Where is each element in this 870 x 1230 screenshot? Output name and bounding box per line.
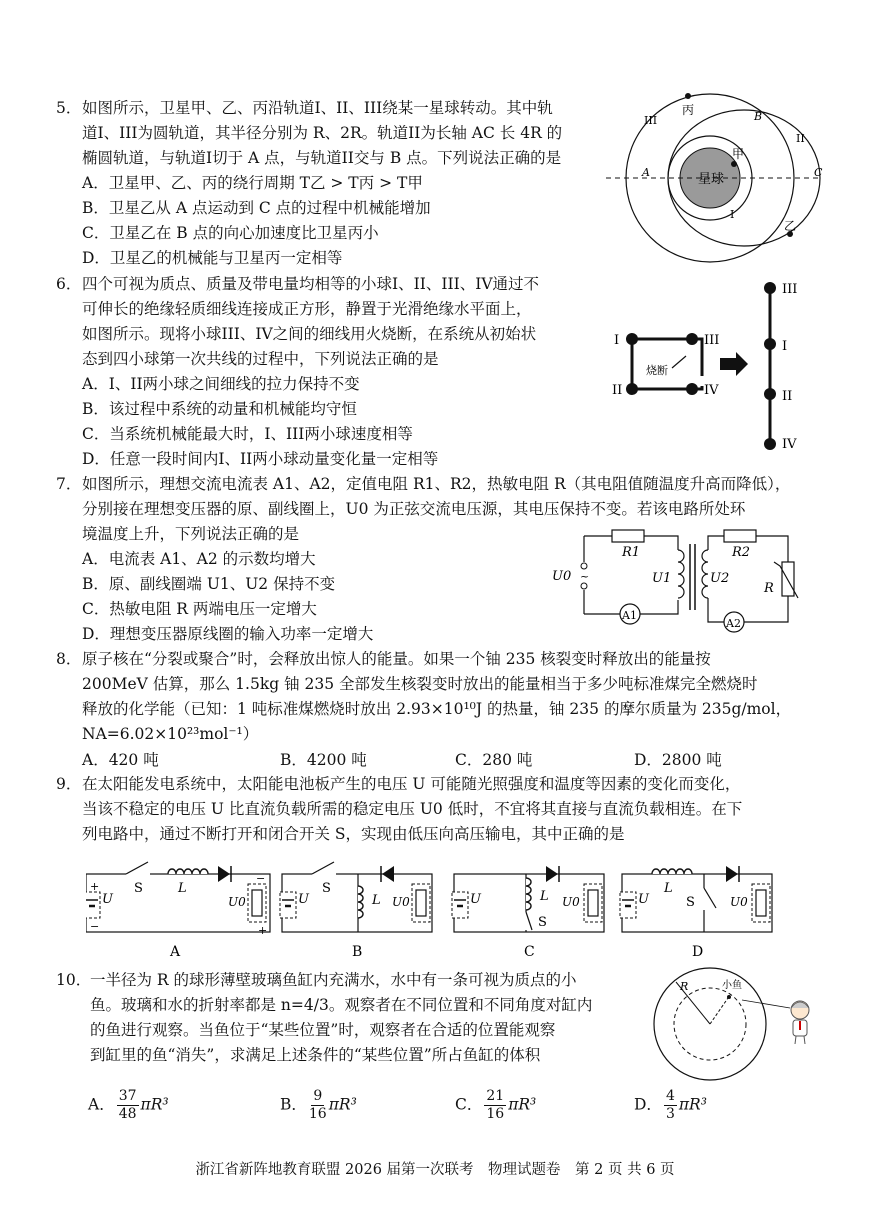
u1-label: U1 xyxy=(652,571,672,586)
q10-option-d: D． $\frac{4}{3}$ πR³ xyxy=(634,1088,707,1122)
question-9 xyxy=(56,772,742,847)
q7-line-3: 境温度上升，下列说法正确的是 xyxy=(82,525,300,543)
q8-line-3: 释放的化学能（已知：1 吨标准煤燃烧时放出 2.93×10¹⁰J 的热量，铀 235 的摩尔质量为 235g/mol， xyxy=(82,700,792,718)
diode-d xyxy=(726,866,738,882)
diode-a xyxy=(218,866,230,882)
svg-text:L: L xyxy=(178,881,187,896)
q8-option-c: C．280 吨 xyxy=(455,751,533,769)
q8-line-4: NA=6.02×10²³mol⁻¹） xyxy=(82,725,259,743)
u2-label: U2 xyxy=(710,571,730,586)
point-b-label: B xyxy=(754,110,763,123)
q9-number: 9． xyxy=(56,775,82,793)
observer-icon xyxy=(791,1001,809,1044)
planet-label: 星球 xyxy=(698,172,725,187)
svg-text:U0: U0 xyxy=(562,895,580,909)
line-ball-ii xyxy=(764,388,776,400)
circuit-c-label: C xyxy=(524,944,535,960)
circuit-b-label: B xyxy=(352,944,363,960)
circuit-d-label: D xyxy=(692,944,704,960)
q10-line-2: 鱼。玻璃和水的折射率都是 n=4/3。观察者在不同位置和不同角度对缸内 xyxy=(90,996,593,1014)
svg-text:U: U xyxy=(638,892,649,907)
svg-text:U: U xyxy=(102,892,113,907)
q8-option-d: D．2800 吨 xyxy=(634,751,722,769)
q7-option-b: B．原、副线圈端 U1、U2 保持不变 xyxy=(82,575,336,593)
q5-line-3: 椭圆轨道，与轨道I切于 A 点，与轨道II交与 B 点。下列说法正确的是 xyxy=(82,149,562,167)
diode-b xyxy=(382,866,394,882)
ball-iii xyxy=(686,333,698,345)
page-footer: 浙江省新阵地教育联盟 2026 届第一次联考 物理试题卷 第 2 页 共 6 页 xyxy=(195,1162,675,1178)
ball-iii-label: III xyxy=(704,333,720,348)
ball-ii xyxy=(626,383,638,395)
q5-option-b: B．卫星乙从 A 点运动到 C 点的过程中机械能增加 xyxy=(82,199,431,217)
circuit-d xyxy=(620,866,772,960)
secondary-coil xyxy=(702,550,708,598)
primary-coil xyxy=(678,550,684,598)
fish-label: 小鱼 xyxy=(722,980,742,991)
line-ball-i-label: I xyxy=(782,339,788,354)
q6-option-b: B．该过程中系统的动量和机械能均守恒 xyxy=(82,400,357,418)
q7-option-a: A．电流表 A1、A2 的示数均增大 xyxy=(82,550,316,568)
ball-i-label: I xyxy=(614,333,620,348)
q9-line-3: 列电路中，通过不断打开和闭合开关 S，实现由低压向高压输电，其中正确的是 xyxy=(82,825,625,843)
r1-label: R1 xyxy=(622,545,641,560)
circuit-c xyxy=(452,866,604,960)
line-ball-iii xyxy=(764,282,776,294)
line-ball-iii-label: III xyxy=(782,282,798,297)
q5-line-1: 如图所示，卫星甲、乙、丙沿轨道I、II、III绕某一星球转动。其中轨 xyxy=(82,99,553,117)
orbit-iii-label: III xyxy=(644,114,658,127)
satellite-jia-label: 甲 xyxy=(732,147,745,161)
switch-d xyxy=(704,888,716,908)
line-ball-iv xyxy=(764,438,776,450)
svg-text:U0: U0 xyxy=(228,895,246,909)
inductor-b xyxy=(358,886,363,918)
svg-text:U0: U0 xyxy=(392,895,410,909)
a2-label: A2 xyxy=(726,617,741,630)
ball-i xyxy=(626,333,638,345)
svg-text:~: ~ xyxy=(580,570,590,583)
q5-option-a: A．卫星甲、乙、丙的绕行周期 T乙 > T丙 > T甲 xyxy=(82,174,423,192)
q5-number: 5． xyxy=(56,99,82,117)
resistor-r2 xyxy=(724,530,756,542)
orbit-i-label: I xyxy=(730,208,735,221)
q10-line-1: 一半径为 R 的球形薄壁玻璃鱼缸内充满水，水中有一条可视为质点的小 xyxy=(90,971,577,989)
satellite-yi-label: 乙 xyxy=(784,219,797,233)
q6-line-4: 态到四小球第一次共线的过程中，下列说法正确的是 xyxy=(82,350,439,368)
line-ball-i xyxy=(764,338,776,350)
svg-text:S: S xyxy=(686,895,695,910)
q8-option-a: A．420 吨 xyxy=(82,751,159,769)
svg-text:L: L xyxy=(372,893,381,908)
q6-balls-figure xyxy=(610,276,820,466)
radius-label: R xyxy=(680,980,689,993)
q10-line-4: 到缸里的鱼“消失”，求满足上述条件的“某些位置”所占鱼缸的体积 xyxy=(90,1046,541,1064)
q7-number: 7． xyxy=(56,475,82,493)
q10-option-b: B． $\frac{9}{16}$ πR³ xyxy=(280,1088,357,1122)
q5-option-d: D．卫星乙的机械能与卫星丙一定相等 xyxy=(82,249,343,267)
q9-line-1: 在太阳能发电系统中，太阳能电池板产生的电压 U 可能随光照强度和温度等因素的变化而变化， xyxy=(82,775,741,793)
q10-line-3: 的鱼进行观察。当鱼位于“某些位置”时，观察者在合适的位置能观察 xyxy=(90,1021,556,1039)
question-8 xyxy=(56,647,791,747)
circuit-b xyxy=(280,862,432,960)
q6-option-c: C．当系统机械能最大时，I、III两小球速度相等 xyxy=(82,425,413,443)
line-ball-ii-label: II xyxy=(782,389,793,404)
q5-line-2: 道I、III为圆轨道，其半径分别为 R、2R。轨道II为长轴 AC 长 4R 的 xyxy=(82,124,563,142)
inductor-d xyxy=(652,869,692,874)
burn-label: 烧断 xyxy=(646,364,668,377)
svg-text:−: − xyxy=(90,920,100,933)
q5-orbit-figure xyxy=(602,92,838,272)
q10-option-a: A． $\frac{37}{48}$ πR³ xyxy=(88,1088,169,1122)
q8-line-2: 200MeV 估算，那么 1.5kg 铀 235 全部发生核裂变时放出的能量相当于多少吨标准煤完全燃烧时 xyxy=(82,675,758,693)
q7-line-1: 如图所示，理想交流电流表 A1、A2，定值电阻 R1、R2，热敏电阻 R（其电阻值随温度升高而降低）， xyxy=(82,475,791,493)
circuit-a xyxy=(86,862,270,960)
q9-circuits-figure xyxy=(86,848,786,962)
resistor-r1 xyxy=(612,530,644,542)
orbit-ii-label: II xyxy=(796,132,805,145)
q7-transformer-circuit xyxy=(548,526,808,638)
q6-line-2: 可伸长的绝缘轻质细线连接成正方形，静置于光滑绝缘水平面上， xyxy=(82,300,532,318)
q10-number: 10． xyxy=(56,971,92,989)
q7-option-c: C．热敏电阻 R 两端电压一定增大 xyxy=(82,600,317,618)
q10-option-c: C． $\frac{21}{16}$ πR³ xyxy=(455,1088,537,1122)
svg-text:U: U xyxy=(470,892,481,907)
q6-number: 6． xyxy=(56,275,82,293)
point-a-label: A xyxy=(642,166,650,179)
burn-arrow xyxy=(672,356,686,368)
q6-option-d: D．任意一段时间内I、II两小球动量变化量一定相等 xyxy=(82,450,439,468)
a1-label: A1 xyxy=(622,609,637,622)
ball-iv-label: IV xyxy=(704,383,719,398)
question-6 xyxy=(56,272,539,472)
svg-text:S: S xyxy=(538,915,547,930)
svg-text:U: U xyxy=(298,892,309,907)
q7-option-d: D．理想变压器原线圈的输入功率一定增大 xyxy=(82,625,374,643)
q6-option-a: A．I、II两小球之间细线的拉力保持不变 xyxy=(82,375,360,393)
q8-number: 8． xyxy=(56,650,82,668)
svg-text:S: S xyxy=(322,881,331,896)
satellite-bing xyxy=(685,93,691,99)
satellite-jia xyxy=(731,161,737,167)
inductor-a xyxy=(168,869,208,874)
q7-line-2: 分别接在理想变压器的原、副线圈上，U0 为正弦交流电压源，其电压保持不变。若该电路所处环 xyxy=(82,500,746,518)
point-c-label: C xyxy=(814,166,823,179)
ball-iv xyxy=(686,383,698,395)
svg-text:+: + xyxy=(258,924,268,937)
question-10 xyxy=(56,968,592,1068)
svg-text:U0: U0 xyxy=(730,895,748,909)
diode-c xyxy=(546,866,558,882)
r2-label: R2 xyxy=(732,545,751,560)
q5-option-c: C．卫星乙在 B 点的向心加速度比卫星丙小 xyxy=(82,224,379,242)
q9-line-2: 当该不稳定的电压 U 比直流负载所需的稳定电压 U0 低时，不宜将其直接与直流负载相连。在下 xyxy=(82,800,743,818)
svg-text:−: − xyxy=(256,872,266,885)
svg-text:L: L xyxy=(540,889,549,904)
ball-ii-label: II xyxy=(612,383,623,398)
q10-fishbowl-figure xyxy=(650,964,820,1088)
svg-text:S: S xyxy=(134,881,143,896)
circuit-a-label: A xyxy=(170,944,181,960)
q6-line-1: 四个可视为质点、质量及带电量均相等的小球I、II、III、IV通过不 xyxy=(82,275,540,293)
q8-option-b: B．4200 吨 xyxy=(280,751,367,769)
q6-line-3: 如图所示。现将小球III、IV之间的细线用火烧断，在系统从初始状 xyxy=(82,325,537,343)
inductor-c xyxy=(526,878,531,910)
svg-text:L: L xyxy=(664,881,673,896)
satellite-bing-label: 丙 xyxy=(682,103,695,117)
svg-text:+: + xyxy=(90,880,100,893)
transition-arrow xyxy=(720,352,748,376)
u0-label: U0 xyxy=(552,569,572,584)
q8-line-1: 原子核在“分裂或聚合”时，会释放出惊人的能量。如果一个铀 235 核裂变时释放出的能量按 xyxy=(82,650,711,668)
fish xyxy=(727,995,731,999)
question-5 xyxy=(56,96,562,271)
line-ball-iv-label: IV xyxy=(782,437,797,452)
r-label: R xyxy=(764,581,774,596)
